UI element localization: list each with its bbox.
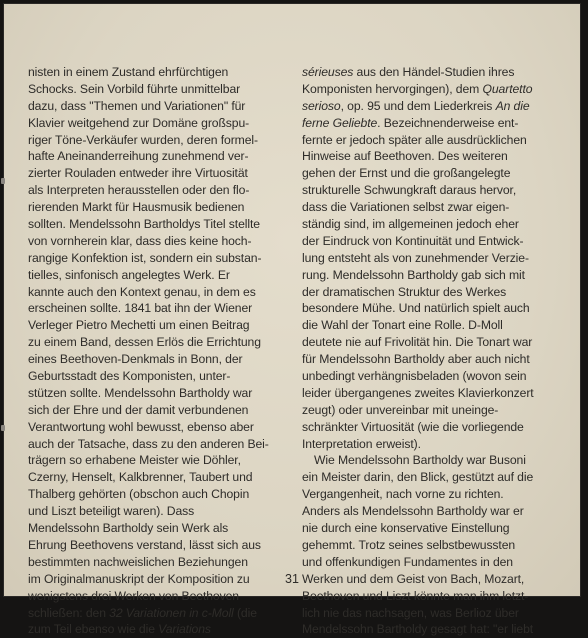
text-run: Mendelssohn Bartholdy sein Werk als xyxy=(28,521,229,536)
text-line xyxy=(28,334,290,351)
text-line xyxy=(302,469,562,486)
text-run: riger Töne-Verkäufer wurden, deren formel- xyxy=(28,132,258,147)
italic-title: 32 Variationen in c-Moll xyxy=(109,605,234,620)
text-line xyxy=(28,250,290,267)
text-run: nisten in einem Zustand ehrfürchtigen xyxy=(28,65,229,79)
text-run: Geburtsstadt des Komponisten, unter- xyxy=(28,369,231,384)
text-line xyxy=(302,300,562,317)
text-run: sich der Ehre und der damit verbundenen xyxy=(28,402,249,417)
text-run: zierter Rouladen entweder ihre Virtuosität xyxy=(28,166,248,181)
text-run: die Wahl der Tonart eine Rolle. D-Moll xyxy=(302,318,503,333)
text-run: tielles, sinfonisch angelegtes Werk. Er xyxy=(28,267,230,282)
text-line xyxy=(28,385,290,402)
text-run: zum Teil ebenso wie die xyxy=(28,622,159,637)
page-number: 31 xyxy=(285,572,299,586)
text-run: zu einem Band, dessen Erlös die Errichtung xyxy=(28,335,261,350)
italic-title: ferne Geliebte xyxy=(302,115,378,130)
text-run: im Originalmanuskript der Komposition zu xyxy=(28,571,250,586)
text-run: erscheinen sollte. 1841 bat ihn der Wiener xyxy=(28,301,253,316)
text-run: Wie Mendelssohn Bartholdy war Busoni xyxy=(314,453,526,468)
text-line xyxy=(302,452,562,469)
text-line xyxy=(28,452,290,469)
text-run: fernte er jedoch später alle ausdrücklichen xyxy=(302,132,527,147)
text-run: eines Beethoven-Denkmals in Bonn, der xyxy=(28,352,243,367)
text-run: Hinweise auf Beethoven. Des weiteren xyxy=(302,149,508,164)
text-run: rung. Mendelssohn Bartholdy gab sich mit xyxy=(302,267,525,282)
text-run: Schocks. Sein Vorbild führte unmittelbar xyxy=(28,81,241,96)
text-run: Thalberg gehörten (obschon auch Chopin xyxy=(28,487,250,502)
italic-title: serioso xyxy=(302,98,341,113)
text-run: rierenden Markt für Hausmusik bedienen xyxy=(28,200,245,215)
text-run: Verantwortung wohl bewusst, ebenso aber xyxy=(28,419,254,434)
text-run: für Mendelssohn Bartholdy aber auch nicht xyxy=(302,352,530,367)
text-run: ein Meister darin, den Blick, gestützt auf die xyxy=(302,470,534,485)
text-line xyxy=(302,385,562,402)
text-run: dazu, dass "Themen und Variationen" für xyxy=(28,98,246,113)
text-line xyxy=(28,317,290,334)
text-run: lich nie das nachsagen, was Berlioz über xyxy=(302,605,519,620)
text-line xyxy=(302,233,562,250)
right-text-column xyxy=(302,64,562,638)
text-line xyxy=(302,267,562,284)
text-line xyxy=(302,436,562,453)
text-line xyxy=(302,588,562,605)
text-run: und Liszt beteiligt waren). Dass xyxy=(28,504,195,519)
text-line xyxy=(302,317,562,334)
text-line xyxy=(302,64,562,81)
text-line xyxy=(28,165,290,182)
text-run: gehemmt. Trotz seines selbstbewussten xyxy=(302,537,516,552)
italic-title: An die xyxy=(495,98,530,113)
text-line xyxy=(302,537,562,554)
text-line xyxy=(302,199,562,216)
text-line xyxy=(302,520,562,537)
text-run: schränkter Virtuosität (wie die vorliegende xyxy=(302,419,524,434)
text-line xyxy=(302,351,562,368)
left-text-column xyxy=(28,64,290,638)
text-line xyxy=(28,300,290,317)
text-line xyxy=(28,419,290,436)
text-line xyxy=(28,64,290,81)
text-run: gehen der Ernst und die großangelegte xyxy=(302,166,511,181)
text-line xyxy=(28,351,290,368)
text-run: kannte auch den Kontext genau, in dem es xyxy=(28,284,256,299)
text-run: Komponisten hervorgingen), dem xyxy=(302,81,483,96)
text-run: rangige Konfektion ist, sondern ein substan- xyxy=(28,250,262,265)
text-line xyxy=(302,115,562,132)
text-line xyxy=(28,605,290,622)
text-line xyxy=(28,588,290,605)
text-line xyxy=(302,368,562,385)
text-line xyxy=(302,182,562,199)
text-line xyxy=(302,605,562,622)
text-line xyxy=(302,216,562,233)
text-run: zeugt) oder unvereinbar mit uneinge- xyxy=(302,402,499,417)
text-run: stützen sollte. Mendelssohn Bartholdy war xyxy=(28,385,253,400)
text-run: aus den Händel-Studien ihres xyxy=(353,65,515,79)
text-run: , op. 95 und dem Liederkreis xyxy=(340,98,496,113)
text-run: Czerny, Henselt, Kalkbrenner, Taubert und xyxy=(28,470,253,485)
margin-mark xyxy=(1,178,5,184)
text-line xyxy=(28,148,290,165)
text-line xyxy=(28,81,290,98)
text-run: Klavier weitgehend zur Domäne großspu- xyxy=(28,115,250,130)
italic-title: Quartetto xyxy=(482,81,533,96)
text-run: ständig sind, im allgemeinen jedoch eher xyxy=(302,217,519,232)
text-run: deutete nie auf Frivolität hin. Die Tonart war xyxy=(302,335,533,350)
text-line xyxy=(302,486,562,503)
book-page xyxy=(4,4,580,637)
text-line xyxy=(28,267,290,284)
text-line xyxy=(302,165,562,182)
text-line xyxy=(302,503,562,520)
text-run: und offenkundigen Fundamentes in den xyxy=(302,554,513,569)
text-line xyxy=(28,486,290,503)
text-line xyxy=(28,98,290,115)
text-run: (die xyxy=(233,605,257,620)
text-run: schließen: den xyxy=(28,605,110,620)
text-run: nie durch eine konservative Einstellung xyxy=(302,521,510,536)
text-line xyxy=(28,284,290,301)
text-run: dass die Variationen selbst zwar eigen- xyxy=(302,200,510,215)
text-run: . Bezeichnenderweise ent- xyxy=(377,115,519,130)
margin-mark xyxy=(1,425,5,431)
text-run: Vergangenheit, nach vorne zu richten. xyxy=(302,487,504,502)
text-line xyxy=(28,402,290,419)
text-line xyxy=(28,621,290,638)
text-line xyxy=(28,216,290,233)
text-run: Beethoven und Liszt könnte man ihm letzt- xyxy=(302,588,529,603)
text-run: der Eindruck von Kontinuität und Entwick- xyxy=(302,233,524,248)
text-run: hafte Aneinanderreihung zunehmend ver- xyxy=(28,149,249,164)
text-line xyxy=(28,233,290,250)
text-line xyxy=(28,469,290,486)
text-run: von vornherein klar, dass dies keine hoch- xyxy=(28,233,252,248)
text-line xyxy=(28,436,290,453)
text-line xyxy=(302,81,562,98)
text-line xyxy=(28,182,290,199)
text-run: Verleger Pietro Mechetti um einen Beitrag xyxy=(28,318,250,333)
text-run: als Interpreten herausstellen oder den flo- xyxy=(28,183,250,198)
text-line xyxy=(302,250,562,267)
text-run: besondere Mühe. Und natürlich spielt auch xyxy=(302,301,530,316)
text-run: leider übergangenes zweites Klavierkonzert xyxy=(302,385,534,400)
text-line xyxy=(302,284,562,301)
text-line xyxy=(302,334,562,351)
text-line xyxy=(302,98,562,115)
text-line xyxy=(28,115,290,132)
text-line xyxy=(302,621,562,638)
text-line xyxy=(28,537,290,554)
text-run: auch der Tatsache, dass zu den anderen Bei- xyxy=(28,436,269,451)
text-run: Mendelssohn Bartholdy gesagt hat: "er liebt xyxy=(302,622,534,637)
text-line xyxy=(302,402,562,419)
text-run: lung entsteht als von zunehmender Verzie- xyxy=(302,250,529,265)
text-run: sollten. Mendelssohn Bartholdys Titel stellte xyxy=(28,217,260,232)
text-line xyxy=(302,148,562,165)
text-run: strukturelle Schwungkraft daraus hervor, xyxy=(302,183,517,198)
text-line xyxy=(28,554,290,571)
text-run: wenigstens drei Werken von Beethoven xyxy=(28,588,239,603)
text-line xyxy=(302,419,562,436)
text-line xyxy=(28,199,290,216)
italic-title: sérieuses xyxy=(302,65,354,79)
text-run: trägern so erhabene Meister wie Döhler, xyxy=(28,453,241,468)
text-run: Anders als Mendelssohn Bartholdy war er xyxy=(302,504,524,519)
text-run: der dramatischen Struktur des Werkes xyxy=(302,284,507,299)
text-line xyxy=(28,368,290,385)
text-line xyxy=(28,520,290,537)
text-run: Interpretation erweist). xyxy=(302,436,421,451)
text-line xyxy=(28,132,290,149)
text-run: Werken und dem Geist von Bach, Mozart, xyxy=(302,571,525,586)
text-run: unbedingt verhängnisbeladen (wovon sein xyxy=(302,369,527,384)
text-run: bestimmten nachweislichen Beziehungen xyxy=(28,554,248,569)
text-line xyxy=(302,132,562,149)
text-line xyxy=(302,554,562,571)
italic-title: Variations xyxy=(158,622,211,637)
text-line xyxy=(28,503,290,520)
text-run: Ehrung Beethovens verstand, lässt sich aus xyxy=(28,537,261,552)
